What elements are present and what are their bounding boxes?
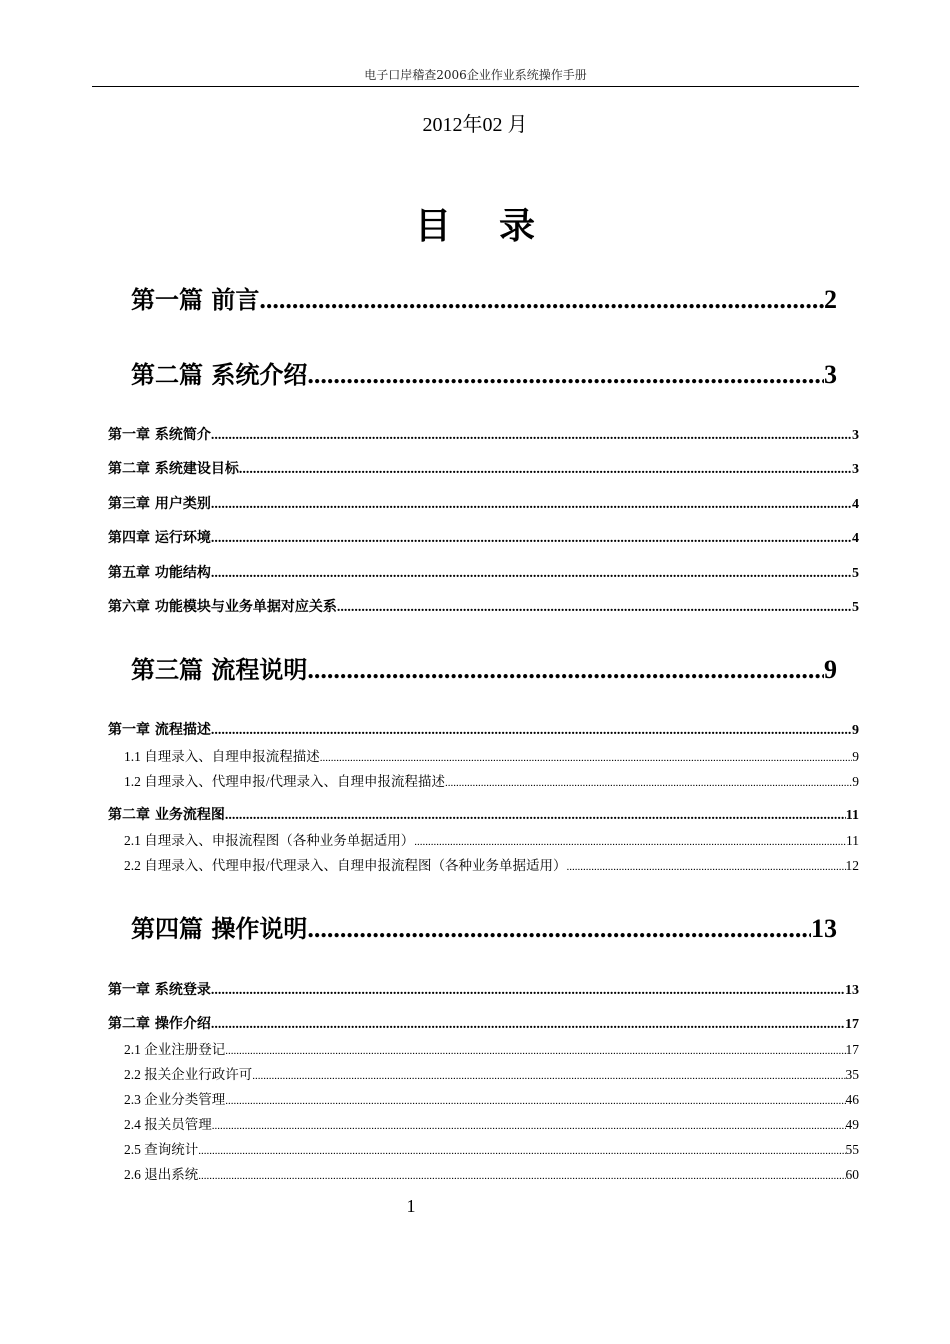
toc-part-3[interactable] — [131, 650, 837, 685]
toc-section[interactable] — [124, 1163, 859, 1183]
toc-page-number: 9 — [852, 774, 859, 789]
toc-page-number: 4 — [852, 531, 859, 546]
toc-section-title: 2.5 查询统计 — [124, 1142, 199, 1157]
toc-section-title: 1.2 自理录入、代理申报/代理录入、自理申报流程描述 — [124, 774, 446, 789]
toc-page-number: 9 — [852, 723, 859, 738]
toc-leader — [307, 655, 824, 685]
toc-leader — [307, 360, 824, 390]
toc-part-title: 第二篇 系统介绍 — [131, 361, 308, 389]
toc-leader — [225, 1045, 845, 1057]
toc-section-title: 2.1 自理录入、申报流程图（各种业务单据适用） — [124, 833, 415, 848]
toc-section[interactable] — [124, 854, 859, 874]
toc-chapter-title: 第一章 流程描述 — [108, 722, 211, 738]
toc-page-number: 35 — [845, 1067, 859, 1082]
toc-chapter-title: 第二章 操作介绍 — [108, 1016, 211, 1032]
toc-page-number: 49 — [845, 1117, 859, 1132]
toc-chapter[interactable] — [108, 527, 859, 547]
toc-page-number: 3 — [824, 360, 837, 389]
toc-page-number: 13 — [845, 983, 859, 998]
toc-section[interactable] — [124, 770, 859, 790]
toc-part-2[interactable] — [131, 355, 837, 390]
toc-chapter-title: 第二章 系统建设目标 — [108, 461, 239, 477]
toc-page-number: 3 — [852, 428, 859, 443]
toc-page-number: 17 — [845, 1017, 859, 1032]
document-date: 2012年02 月 — [422, 114, 528, 136]
toc-page-number: 5 — [852, 600, 859, 615]
toc-section[interactable] — [124, 1113, 859, 1133]
toc-leader — [211, 566, 852, 582]
toc-part-title: 第四篇 操作说明 — [131, 915, 308, 943]
toc-section[interactable] — [124, 1063, 859, 1083]
toc-page-number: 9 — [824, 655, 837, 684]
toc-chapter[interactable] — [108, 562, 859, 582]
toc-leader — [252, 1070, 845, 1082]
toc-chapter[interactable] — [108, 804, 859, 824]
toc-leader — [414, 836, 846, 848]
toc-leader — [239, 462, 852, 478]
toc-chapter-title: 第二章 业务流程图 — [108, 807, 225, 823]
toc-page-number: 12 — [845, 858, 859, 873]
toc-section[interactable] — [124, 1038, 859, 1058]
toc-page-number: 13 — [811, 914, 837, 943]
toc-section-title: 1.1 自理录入、自理申报流程描述 — [124, 749, 320, 764]
toc-page-number: 3 — [852, 462, 859, 477]
toc-section-title: 2.2 报关企业行政许可 — [124, 1067, 253, 1082]
toc-leader — [211, 983, 845, 999]
toc-section-title: 2.4 报关员管理 — [124, 1117, 212, 1132]
toc-chapter-title: 第四章 运行环境 — [108, 530, 211, 546]
page-number: 1 — [406, 1196, 416, 1216]
toc-leader — [320, 752, 853, 764]
toc-chapter[interactable] — [108, 458, 859, 478]
toc-section[interactable] — [124, 1138, 859, 1158]
toc-chapter[interactable] — [108, 424, 859, 444]
toc-part-4[interactable] — [131, 909, 837, 944]
toc-section[interactable] — [124, 745, 859, 765]
toc-part-1[interactable] — [131, 280, 837, 315]
toc-leader — [211, 428, 852, 444]
toc-leader — [567, 861, 846, 873]
toc-leader — [307, 914, 811, 944]
toc-page-number: 9 — [852, 749, 859, 764]
toc-leader — [259, 285, 824, 315]
toc-page-number: 60 — [845, 1167, 859, 1182]
toc-leader — [211, 531, 852, 547]
toc-page-number: 55 — [845, 1142, 859, 1157]
toc-chapter-title: 第五章 功能结构 — [108, 565, 211, 581]
toc-leader — [211, 497, 852, 513]
toc-chapter[interactable] — [108, 596, 859, 616]
toc-leader — [225, 808, 846, 824]
toc-page-number: 4 — [852, 497, 859, 512]
toc-leader — [198, 1145, 845, 1157]
toc-chapter[interactable] — [108, 719, 859, 739]
toc-part-title: 第三篇 流程说明 — [131, 656, 308, 684]
toc-chapter[interactable] — [108, 979, 859, 999]
toc-chapter-title: 第三章 用户类别 — [108, 496, 211, 512]
toc-page-number: 2 — [824, 285, 837, 314]
toc-chapter-title: 第一章 系统简介 — [108, 427, 211, 443]
toc-section-title: 2.2 自理录入、代理申报/代理录入、自理申报流程图（各种业务单据适用） — [124, 858, 567, 873]
toc-chapter-title: 第一章 系统登录 — [108, 982, 211, 998]
toc-leader — [198, 1170, 845, 1182]
toc-chapter-title: 第六章 功能模块与业务单据对应关系 — [108, 599, 337, 615]
toc-section-title: 2.6 退出系统 — [124, 1167, 199, 1182]
toc-section-title: 2.3 企业分类管理 — [124, 1092, 226, 1107]
toc-title: 目录 — [414, 206, 583, 247]
toc-section-title: 2.1 企业注册登记 — [124, 1042, 226, 1057]
page-header: 电子口岸稽查2006企业作业系统操作手册 — [92, 66, 859, 87]
toc-leader — [211, 723, 852, 739]
toc-page-number: 17 — [845, 1042, 859, 1057]
toc-section[interactable] — [124, 1088, 859, 1108]
toc-section[interactable] — [124, 829, 859, 849]
toc-part-title: 第一篇 前言 — [131, 286, 260, 314]
toc-leader — [445, 777, 852, 789]
toc-page-number: 11 — [845, 808, 859, 823]
toc-leader — [225, 1095, 845, 1107]
toc-leader — [337, 600, 852, 616]
toc-page-number: 11 — [846, 833, 859, 848]
toc-leader — [211, 1017, 845, 1033]
toc-chapter[interactable] — [108, 1013, 859, 1033]
toc-chapter[interactable] — [108, 493, 859, 513]
toc-leader — [212, 1120, 846, 1132]
toc-page-number: 5 — [852, 566, 859, 581]
toc-page-number: 46 — [845, 1092, 859, 1107]
